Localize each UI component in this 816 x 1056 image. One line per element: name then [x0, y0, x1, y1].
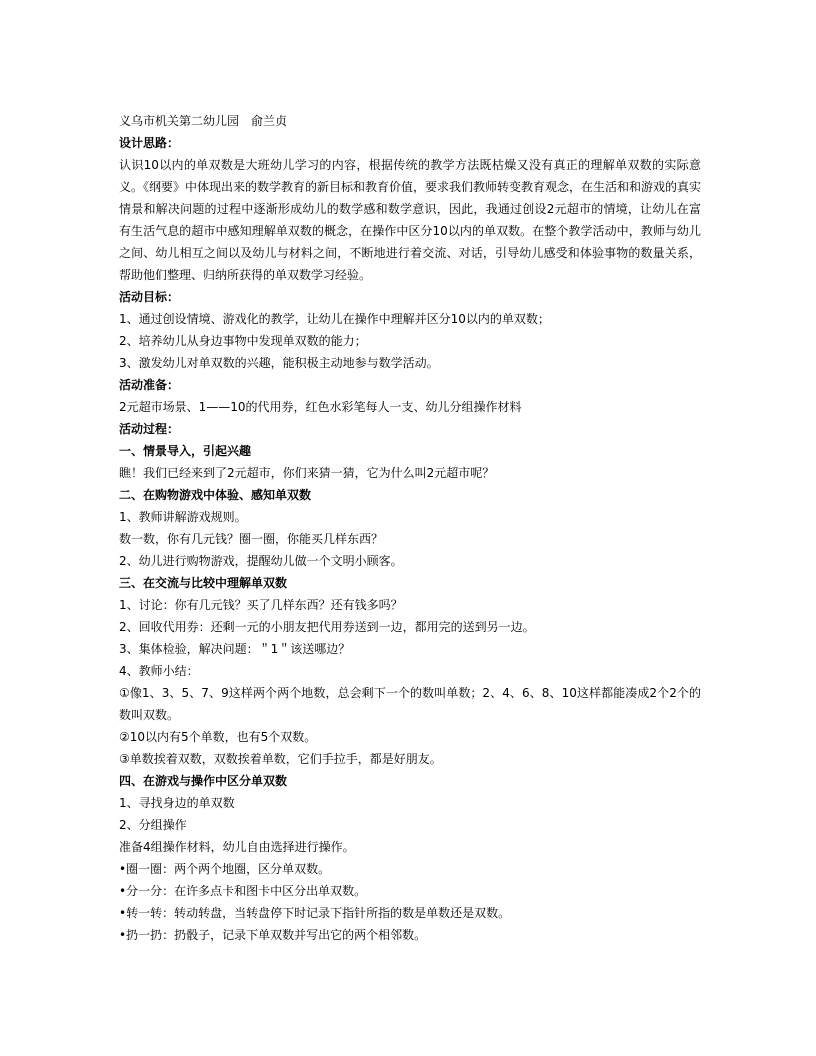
section3-title: 三、在交流与比较中理解单双数 [119, 576, 288, 590]
goal-item: 3、激发幼儿对单双数的兴趣，能积极主动地参与数学活动。 [119, 356, 439, 370]
section2-item: 2、幼儿进行购物游戏，提醒幼儿做一个文明小顾客。 [119, 554, 403, 568]
summary-item: ①像1、3、5、7、9这样两个两个地数，总会剩下一个的数叫单数；2、4、6、8、10这样都能凑成2个2个的数叫双数。 [119, 686, 701, 722]
heading-process: 活动过程： [119, 422, 180, 436]
section4-title: 四、在游戏与操作中区分单双数 [119, 774, 288, 788]
section2-title: 二、在购物游戏中体验、感知单双数 [119, 488, 312, 502]
section4-item: 1、寻找身边的单双数 [119, 796, 235, 810]
section2-item: 1、教师讲解游戏规则。 [119, 510, 247, 524]
section3-item: 2、回收代用券：还剩一元的小朋友把代用券送到一边，都用完的送到另一边。 [119, 620, 535, 634]
section1-text: 瞧！我们已经来到了2元超市，你们来猜一猜，它为什么叫2元超市呢？ [119, 466, 495, 480]
section3-item: 4、教师小结： [119, 664, 199, 678]
section3-item: 3、集体检验，解决问题：＂1＂该送哪边？ [119, 642, 351, 656]
section3-item: 1、讨论：你有几元钱？买了几样东西？还有钱多吗？ [119, 598, 403, 612]
heading-prep: 活动准备： [119, 378, 180, 392]
section4-item: 准备4组操作材料，幼儿自由选择进行操作。 [119, 840, 355, 854]
goal-item: 2、培养幼儿从身边事物中发现单双数的能力； [119, 334, 367, 348]
summary-item: ②10以内有5个单数，也有5个双数。 [119, 730, 317, 744]
section4-item: •分一分：在许多点卡和图卡中区分出单双数。 [119, 884, 367, 898]
design-paragraph: 认识10以内的单双数是大班幼儿学习的内容，根据传统的教学方法既枯燥又没有真正的理解单双数的实际意义。《纲要》中体现出来的数学教育的新目标和教育价值，要求我们教师转变教育观念，在生活和和游戏的真实情景和解决问题的过程中逐渐形成幼儿的数学感和数学意识，因此，我通过创设2元超市的情境，让幼儿在富有生活气息的超市中感知理解单双数的概念，在操作中区分10以内的单双数。在整个教学活动中，教师与幼儿之间、幼儿相互之间以及幼儿与材料之间，不断地进行着交流、对话，引导幼儿感受和体验事物的数量关系，帮助他们整理、归纳所获得的单双数学习经验。 [119, 158, 702, 282]
document-body [119, 110, 701, 946]
section4-item: 2、分组操作 [119, 818, 187, 832]
author-line: 义乌市机关第二幼儿园 俞兰贞 [119, 114, 288, 128]
section1-title: 一、情景导入，引起兴趣 [119, 444, 252, 458]
section2-item: 数一数，你有几元钱？圈一圈，你能买几样东西？ [119, 532, 384, 546]
summary-item: ③单数挨着双数，双数挨着单数，它们手拉手，都是好朋友。 [119, 752, 442, 766]
section4-item: •圈一圈：两个两个地圈，区分单双数。 [119, 862, 331, 876]
section4-item: •扔一扔：扔骰子，记录下单双数并写出它的两个相邻数。 [119, 928, 427, 942]
heading-goals: 活动目标： [119, 290, 180, 304]
heading-design: 设计思路： [119, 136, 180, 150]
prep-text: 2元超市场景、1——10的代用券，红色水彩笔每人一支、幼儿分组操作材料 [119, 400, 522, 414]
goal-item: 1、通过创设情境、游戏化的教学，让幼儿在操作中理解并区分10以内的单双数； [119, 312, 550, 326]
section4-item: •转一转：转动转盘，当转盘停下时记录下指针所指的数是单数还是双数。 [119, 906, 511, 920]
